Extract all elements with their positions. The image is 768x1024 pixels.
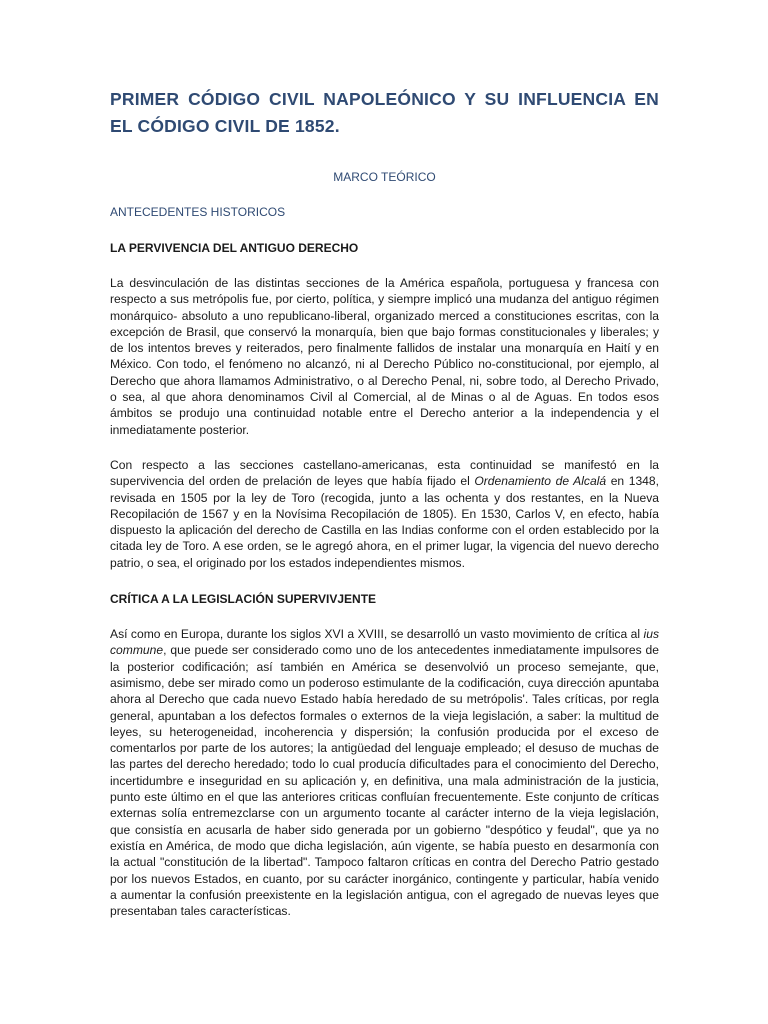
section-heading-marco-teorico: MARCO TEÓRICO	[333, 170, 436, 184]
subsection-heading-antecedentes: ANTECEDENTES HISTORICOS	[110, 205, 286, 219]
paragraph-2-text-b: en 1348, revisada en 1505 por la ley de Toro (recogida, junto a las ochenta y dos restantes, en la Nueva Recopilación de 1567 y en la Novísima Recopilación de 1805). En 1530, Carlos V, en efecto, había dispuesto la aplicación del derecho de Castilla en las Indias conforme con el orden establecido por la citada ley de Toro. A ese orden, se le agregó ahora, en el primer lugar, la vigencia del nuevo derecho patrio, o sea, el originado por los estados independientes mismos.	[110, 474, 659, 570]
paragraph-2-text-a: Con respecto a las secciones castellano-americanas, esta continuidad se manifestó en la supervivencia del orden de prelación de leyes que había fijado el	[110, 457, 659, 489]
document-title: PRIMER CÓDIGO CIVIL NAPOLEÓNICO Y SU INFLUENCIA EN EL CÓDIGO CIVIL DE 1852.	[110, 89, 659, 136]
document-page	[110, 86, 659, 919]
paragraph-desvinculacion: La desvinculación de las distintas secciones de la América española, portuguesa y francesa con respecto a sus metrópolis fue, por cierto, política, y siempre implicó una mudanza del antiguo régimen monárquico- absoluto a uno republicano-liberal, organizado merced a constituciones escritas, con la excepción de Brasil, que conservó la monarquía, bien que bajo formas constitucionales y liberales; y de los intentos breves y reiterados, pero finalmente fallidos de instalar una monarquía en Haití y en México. Con todo, el fenómeno no alcanzó, ni al Derecho Público no-constitucional, por ejemplo, al Derecho que ahora llamamos Administrativo, o al Derecho Penal, ni, sobre todo, al Derecho Privado, o sea, al que ahora denominamos Civil al Comercial, al de Minas o al de Aguas. En todos esos ámbitos se produjo una continuidad notable entre el Derecho anterior a la independencia y el inmediatamente posterior.	[110, 276, 659, 437]
paragraph-2-italic-ordenamiento: Ordenamiento de Alcalá	[474, 474, 607, 489]
paragraph-secciones-castellano-americanas	[110, 457, 659, 571]
paragraph-3-text-b: , que puede ser considerado como uno de los antecedentes inmediatamente impulsores de la posterior codificación; así también en América se desenvolvió un proceso semejante, que, asimismo, debe ser mirado como un poderoso estimulante de la codificación, cuya dirección apuntaba ahora al Derecho que cada nuevo Estado había heredado de su metrópolis'. Tales críticas, por regla general, apuntaban a los defectos formales o externos de la vieja legislación, a saber: la multitud de leyes, su heterogeneidad, incoherencia y dispersión; la confusión producida por el exceso de comentarlos por parte de los autores; la antigüedad del lenguaje empleado; el desuso de muchas de las partes del derecho heredado; todo lo cual producía dificultades para el conocimiento del Derecho, incertidumbre e inseguridad en su aplicación y, en definitiva, una mala administración de la justicia, punto este último en el que las anteriores criticas confluían frecuentemente. Este conjunto de críticas externas solía entremezclarse con un argumento tocante al carácter interno de la vieja legislación, que consistía en acusarla de haber sido generada por un gobierno "despótico y feudal", que ya no existía en América, de modo que dicha legislación, aún vigente, se había puesto en desarmonía con la actual "constitución de la libertad". Tampoco faltaron críticas en contra del Derecho Patrio gestado por los nuevos Estados, en cuanto, por su carácter inorgánico, contingente y particular, había venido a aumentar la confusión preexistente en la legislación antigua, con el agregado de nuevas leyes que presentaban tales características.	[110, 643, 659, 919]
heading-pervivencia: LA PERVIVENCIA DEL ANTIGUO DERECHO	[110, 241, 359, 255]
paragraph-3-text-a: Así como en Europa, durante los siglos XVI a XVIII, se desarrolló un vasto movimiento de crítica al	[110, 627, 644, 642]
paragraph-critica-europa	[110, 626, 659, 919]
heading-critica: CRÍTICA A LA LEGISLACIÓN SUPERVIVJENTE	[110, 592, 377, 607]
paragraph-3-italic-ius-commune: ius commune	[110, 627, 659, 658]
